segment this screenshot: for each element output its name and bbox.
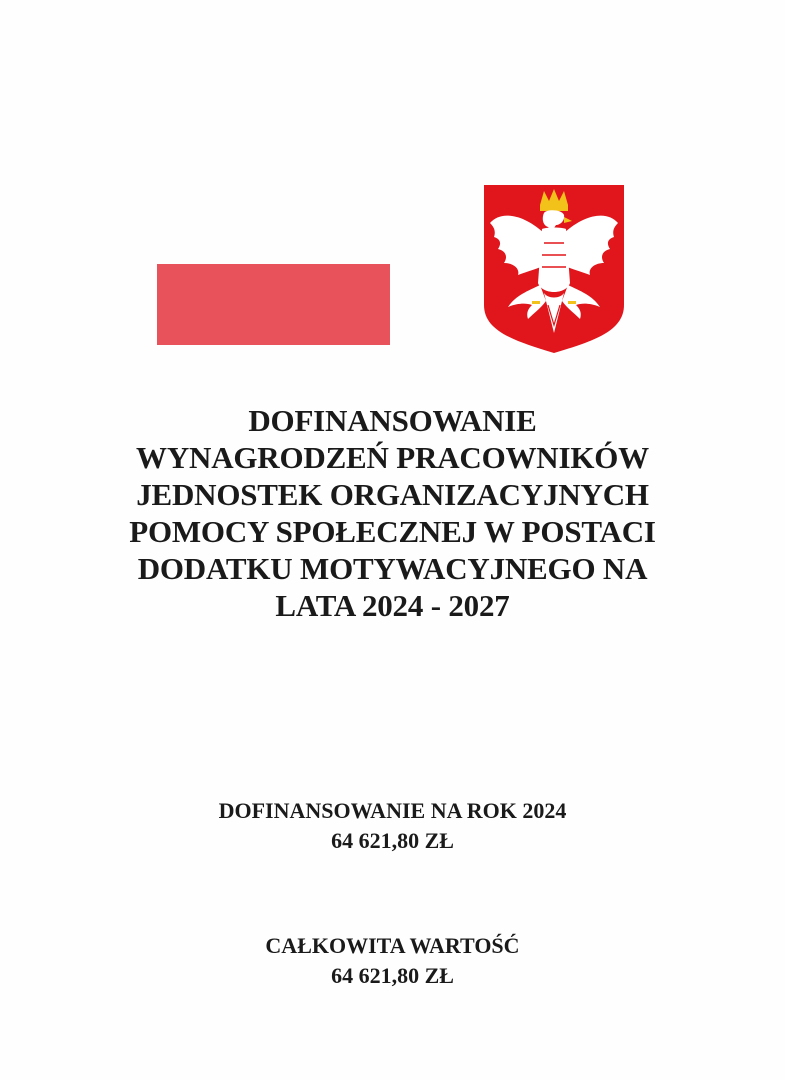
document-title — [60, 402, 725, 624]
funding-2024-block — [60, 796, 725, 856]
title-line: POMOCY SPOŁECZNEJ W POSTACI — [129, 514, 656, 549]
total-amount: 64 621,80 ZŁ — [331, 963, 454, 988]
funding-label: DOFINANSOWANIE NA ROK 2024 — [218, 798, 567, 823]
title-line: WYNAGRODZEŃ PRACOWNIKÓW — [136, 440, 649, 475]
total-label: CAŁKOWITA WARTOŚĆ — [265, 933, 520, 958]
total-value-block — [60, 931, 725, 991]
polish-eagle-coat-of-arms-icon — [482, 183, 626, 355]
title-line: JEDNOSTEK ORGANIZACYJNYCH — [136, 477, 649, 512]
title-line: DODATKU MOTYWACYJNEGO NA — [137, 551, 648, 586]
title-line: DOFINANSOWANIE — [248, 403, 537, 438]
funding-amount: 64 621,80 ZŁ — [331, 828, 454, 853]
polish-flag-red-stripe — [157, 264, 390, 345]
title-line: LATA 2024 - 2027 — [275, 588, 510, 623]
